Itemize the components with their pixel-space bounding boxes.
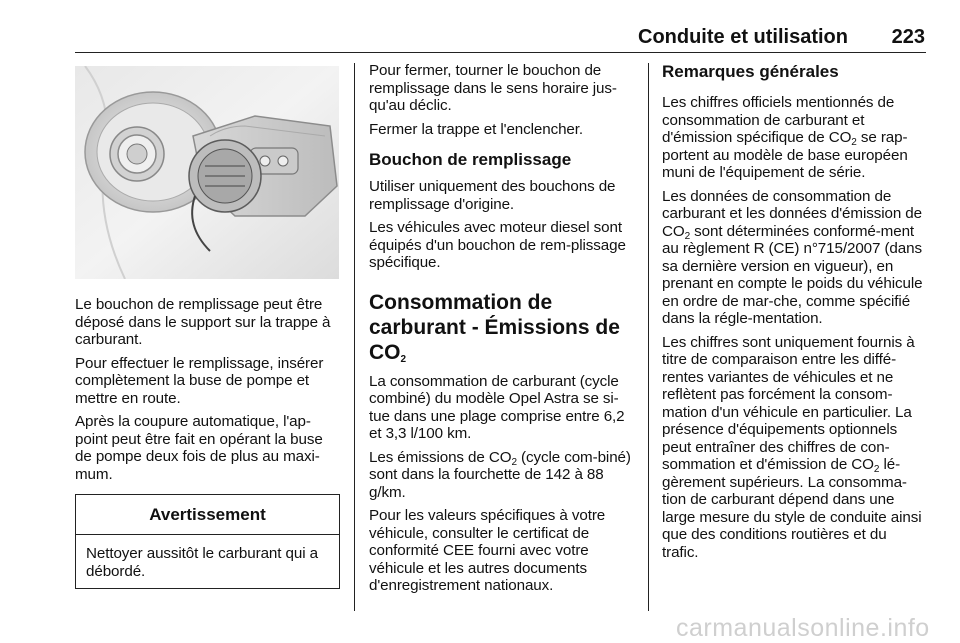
paragraph: Pour fermer, tourner le bouchon de remplissage dans le sens horaire jus-qu'au déclic.	[369, 62, 617, 114]
paragraph: Les chiffres sont uniquement fournis à titre de comparaison entre les diffé-rentes variantes de véhicules et ne reflètent pas forcément la consom-mation d'un véhicule en particulier. La présence d'équipements optionnels peut entraîner des chiffres de con-sommation et d'émission de $CO_2$ lé-gèrement supérieurs. La consomma-tion de carburant dépend dans une large mesure du style de conduite ainsi que des conditions routières et du trafic.	[662, 333, 922, 561]
paragraph: Le bouchon de remplissage peut être déposé dans le support sur la trappe à carburant.	[75, 296, 331, 348]
page-header	[75, 0, 926, 53]
column-divider-2	[648, 63, 649, 611]
paragraph: Pour effectuer le remplissage, insérer complètement la buse de pompe et mettre en route.	[75, 354, 324, 407]
paragraph: Pour les valeurs spécifiques à votre véhicule, consulter le certificat de conformité CEE fourni avec votre véhicule et les autres documents d'enregistrement nationaux.	[369, 507, 606, 594]
column-1	[75, 62, 340, 589]
warning-text: Nettoyer aussitôt le carburant qui a débordé.	[86, 545, 318, 580]
section-heading: Bouchon de remplissage	[369, 150, 572, 169]
column-3	[662, 62, 927, 567]
paragraph: Les émissions de $CO_2$ (cycle com-biné) sont dans la fourchette de 142 à 88 g/km.	[369, 448, 631, 501]
watermark: carmanualsonline.info	[676, 614, 930, 642]
chapter-heading: Consommation de carburant - Émissions de $CO_2$	[369, 290, 620, 365]
fuel-cap-illustration	[75, 66, 339, 279]
warning-title: Avertissement	[76, 495, 339, 535]
column-divider-1	[354, 63, 355, 611]
paragraph: Les chiffres officiels mentionnés de consommation de carburant et d'émission spécifique de $CO_2$ se rap-portent au modèle de base européen muni de l'équipement de série.	[662, 94, 908, 181]
paragraph: Les véhicules avec moteur diesel sont équipés d'un bouchon de rem-plissage spécifique.	[369, 219, 626, 271]
page-number: 223	[891, 26, 925, 48]
paragraph: Utiliser uniquement des bouchons de remplissage d'origine.	[369, 178, 616, 213]
chapter-title: Conduite et utilisation	[638, 26, 848, 48]
section-heading: Remarques générales	[662, 62, 839, 81]
paragraph: La consommation de carburant (cycle combiné) du modèle Opel Astra se si-tue dans une plage comprise entre 6,2 et 3,3 l/100 km.	[369, 372, 625, 442]
warning-box	[75, 494, 340, 589]
paragraph: Les données de consommation de carburant et les données d'émission de $CO_2$ sont déterminées conformé-ment au règlement R (CE) n°715/2007 (dans sa dernière version en vigueur), en prenant en compte le poids du véhicule en ordre de mar-che, comme spécifié dans la régle-mentation.	[662, 187, 923, 327]
paragraph: Fermer la trappe et l'enclencher.	[369, 120, 584, 138]
column-2	[369, 62, 634, 601]
paragraph: Après la coupure automatique, l'ap-point peut être fait en opérant la buse de pompe deux fois de plus au maxi-mum.	[75, 413, 323, 483]
